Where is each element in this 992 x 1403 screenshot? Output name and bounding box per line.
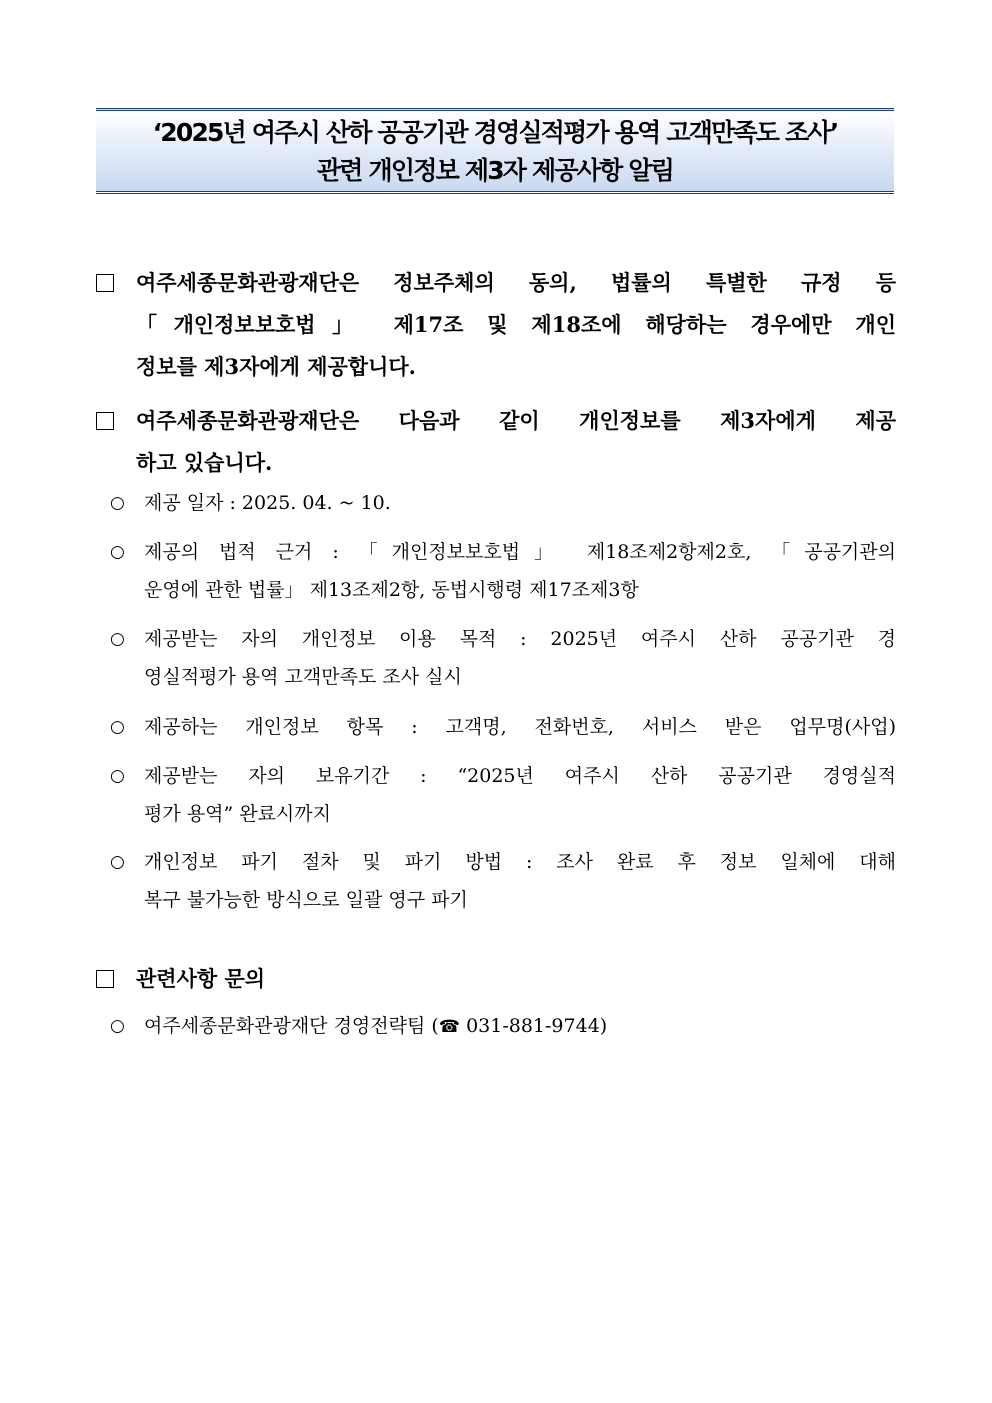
list-item-line: 제공받는 자의 보유기간 : “2025년 여주시 산하 공공기관 경영실적 <box>144 765 896 787</box>
bullet-circle-icon: ○ <box>110 493 125 513</box>
section-1 <box>96 262 896 388</box>
list-item-line: 복구 불가능한 방식으로 일괄 영구 파기 <box>144 889 468 911</box>
section-1-line: 여주세종문화관광재단은 정보주체의 동의, 법률의 특별한 규정 등 <box>136 270 896 295</box>
phone-icon: ☎ <box>438 1017 461 1037</box>
list-item-provision-date <box>110 484 896 522</box>
list-item-line: 제공 일자 : 2025. 04. ~ 10. <box>144 492 391 514</box>
list-item-purpose <box>110 620 896 696</box>
checkbox-square-icon <box>96 274 114 292</box>
title-line-2: 관련 개인정보 제3자 제공사항 알림 <box>316 156 674 185</box>
list-item-legal-basis <box>110 533 896 609</box>
list-item-line: 제공의 법적 근거 : 「개인정보보호법」 제18조제2항제2호, 「공공기관의 <box>144 541 896 563</box>
checkbox-square-icon <box>96 412 114 430</box>
list-item-line: 영실적평가 용역 고객만족도 조사 실시 <box>144 666 462 688</box>
contact-org: 여주세종문화관광재단 경영전략팀 <box>144 1015 426 1037</box>
checkbox-square-icon <box>96 970 114 988</box>
section-3 <box>96 958 896 1000</box>
section-1-line: 정보를 제3자에게 제공합니다. <box>136 354 416 379</box>
title-box <box>96 108 894 194</box>
contact-open-paren: ( <box>431 1015 439 1037</box>
section-1-line: 「개인정보보호법」 제17조 및 제18조에 해당하는 경우에만 개인 <box>136 312 896 337</box>
list-item-destruction <box>110 843 896 919</box>
bullet-circle-icon: ○ <box>110 852 125 872</box>
bullet-circle-icon: ○ <box>110 542 125 562</box>
section-2-line: 하고 있습니다. <box>136 450 273 475</box>
contact-phone: 031-881-9744) <box>466 1015 608 1037</box>
list-item-line: 제공하는 개인정보 항목 : 고객명, 전화번호, 서비스 받은 업무명(사업) <box>144 716 896 738</box>
title-line-1: ‘2025년 여주시 산하 공공기관 경영실적평가 용역 고객만족도 조사’ <box>152 118 838 147</box>
bullet-circle-icon: ○ <box>110 717 125 737</box>
list-item-contact <box>110 1007 896 1046</box>
list-item-data-items <box>110 708 896 746</box>
bullet-circle-icon: ○ <box>110 766 125 786</box>
section-2 <box>96 400 896 484</box>
list-item-retention <box>110 757 896 833</box>
bullet-circle-icon: ○ <box>110 1016 125 1036</box>
list-item-line: 제공받는 자의 개인정보 이용 목적 : 2025년 여주시 산하 공공기관 경 <box>144 628 896 650</box>
list-item-line: 평가 용역” 완료시까지 <box>144 803 331 825</box>
contact-line <box>144 1007 896 1046</box>
section-2-line: 여주세종문화관광재단은 다음과 같이 개인정보를 제3자에게 제공 <box>136 408 896 433</box>
section-3-text <box>96 958 896 1000</box>
bullet-circle-icon: ○ <box>110 629 125 649</box>
list-item-line: 운영에 관한 법률」 제13조제2항, 동법시행령 제17조제3항 <box>144 579 639 601</box>
list-item-line: 개인정보 파기 절차 및 파기 방법 : 조사 완료 후 정보 일체에 대해 <box>144 851 896 873</box>
section-1-text <box>96 262 896 388</box>
section-2-text <box>96 400 896 484</box>
section-3-heading: 관련사항 문의 <box>136 966 266 991</box>
